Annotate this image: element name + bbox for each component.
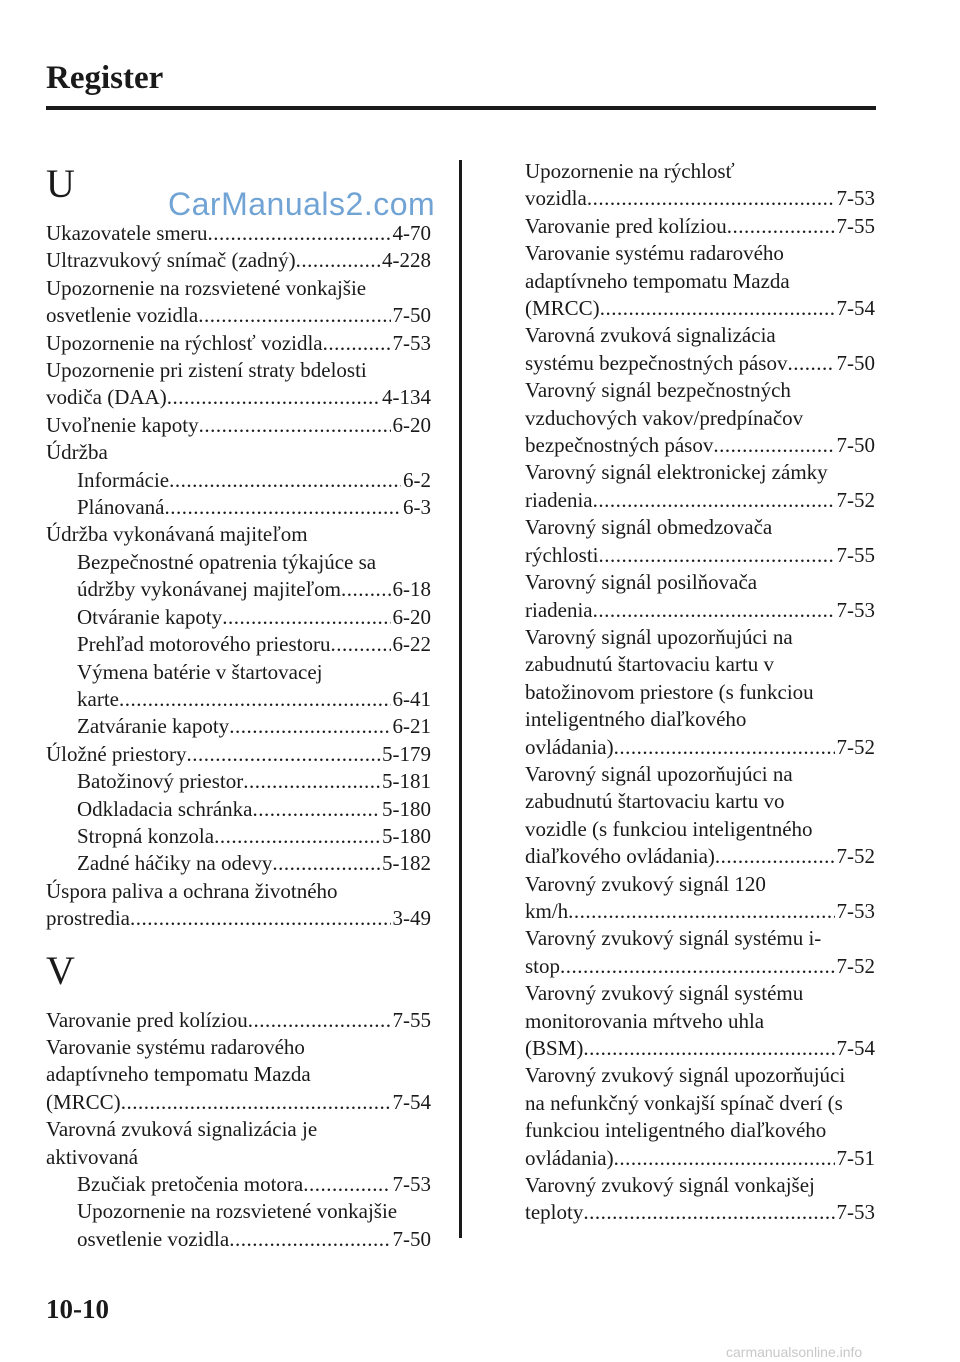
- entry-text: Varovný signál upozorňujúci na: [525, 624, 793, 649]
- dot-leader: [296, 247, 380, 274]
- index-entry: [46, 878, 431, 933]
- index-entry: [46, 247, 431, 274]
- entry-leader-line: [46, 220, 431, 247]
- entry-text: (BSM): [525, 1036, 584, 1060]
- page-reference: 7-51: [836, 1145, 875, 1170]
- index-subentry: [46, 850, 431, 877]
- dot-leader: [199, 412, 391, 439]
- entry-text: Varovný zvukový signál systému i-: [525, 926, 822, 951]
- entry-text: prostredia: [46, 906, 130, 931]
- dot-leader: [560, 953, 834, 980]
- entry-leader-line: [46, 302, 431, 329]
- entry-leader-line: [525, 734, 875, 761]
- entry-text: Výmena batérie v štartovacej: [77, 659, 323, 684]
- index-subentry: [46, 494, 431, 521]
- index-entry: [46, 741, 431, 768]
- index-entry: [46, 220, 431, 247]
- page-reference: 5-181: [382, 769, 431, 794]
- page-reference: 5-180: [382, 796, 431, 821]
- entry-text: Upozornenie na rozsvietené vonkajšie: [46, 275, 367, 300]
- entry-text: teploty: [525, 1200, 584, 1225]
- entry-leader-line: [525, 1035, 875, 1062]
- entry-text: Ultrazvukový snímač (zadný): [46, 248, 296, 273]
- entry-text: Varovný zvukový signál upozorňujúci: [525, 1063, 846, 1088]
- entry-text: Varovný zvukový signál 120: [525, 871, 766, 896]
- dot-leader: [214, 823, 380, 850]
- page-reference: 7-54: [836, 1036, 875, 1060]
- page-reference: 7-55: [392, 1007, 431, 1032]
- entry-text: Prehľad motorového priestoru: [77, 632, 331, 657]
- page-number: 10-10: [46, 1294, 109, 1324]
- dot-leader: [187, 741, 380, 768]
- dot-leader: [253, 796, 381, 823]
- index-subentry: [46, 631, 431, 658]
- index-subentry: [46, 659, 431, 714]
- entry-text: Varovný signál posilňovača: [525, 570, 758, 595]
- page-header-title: Register: [46, 60, 164, 96]
- entry-leader-line: [46, 247, 431, 274]
- dot-leader: [599, 542, 835, 569]
- page-reference: 7-52: [836, 487, 875, 512]
- entry-text: Úspora paliva a ochrana životného: [46, 878, 338, 903]
- entry-text: Upozornenie pri zistení straty bdelosti: [46, 358, 367, 383]
- entry-text: Varovný signál obmedzovača: [525, 515, 773, 540]
- dot-leader: [323, 330, 391, 357]
- page-reference: 6-18: [392, 577, 431, 602]
- dot-leader: [198, 302, 390, 329]
- index-entry: [525, 514, 875, 569]
- entry-text: Varovanie systému radarového: [46, 1034, 305, 1059]
- entry-text: vozidle (s funkciou inteligentného: [525, 816, 813, 841]
- entry-leader-line: [525, 542, 875, 569]
- entry-text: osvetlenie vozidla: [77, 1226, 230, 1251]
- entry-text: Batožinový priestor: [77, 769, 244, 794]
- dot-leader: [121, 1089, 391, 1116]
- page-reference: 7-52: [836, 953, 875, 978]
- dot-leader: [222, 604, 390, 631]
- page-reference: 6-41: [392, 686, 431, 711]
- page-reference: 6-20: [392, 412, 431, 437]
- entry-text: rýchlosti: [525, 542, 599, 567]
- entry-text: na nefunkčný vonkajší spínač dverí (s: [525, 1090, 843, 1115]
- entry-leader-line: [525, 953, 875, 980]
- entry-text: Údržba: [46, 440, 108, 465]
- section-letter: U: [46, 161, 75, 206]
- index-entry: [46, 412, 431, 439]
- page-reference: 6-22: [392, 632, 431, 657]
- dot-leader: [272, 850, 380, 877]
- dot-leader: [303, 1171, 390, 1198]
- entry-text: Uvoľnenie kapoty: [46, 412, 199, 437]
- page-reference: 3-49: [392, 906, 431, 931]
- entry-leader-line: [77, 576, 431, 603]
- entry-text: zabudnutú štartovaciu kartu v: [525, 652, 775, 677]
- dot-leader: [229, 713, 390, 740]
- entry-text: údržby vykonávanej majiteľom: [77, 577, 341, 602]
- entry-text: Informácie: [77, 467, 170, 492]
- entry-leader-line: [77, 713, 431, 740]
- entry-text: adaptívneho tempomatu Mazda: [46, 1062, 311, 1087]
- page-reference: 7-55: [836, 213, 875, 238]
- entry-text: Otváranie kapoty: [77, 604, 223, 629]
- entry-text: ovládania): [525, 734, 614, 759]
- index-entry: [525, 377, 875, 459]
- entry-text: karte: [77, 686, 119, 711]
- entry-text: Plánovaná: [77, 495, 165, 520]
- page-reference: 4-70: [392, 221, 431, 245]
- entry-text: Upozornenie na rýchlosť: [525, 159, 735, 183]
- index-subentry: [46, 549, 431, 604]
- entry-text: Varovný signál elektronickej zámky: [525, 460, 828, 485]
- index-entry: [525, 158, 875, 213]
- entry-text: vozidla: [525, 186, 587, 211]
- entry-leader-line: [525, 185, 875, 212]
- index-entry: [525, 569, 875, 624]
- dot-leader: [593, 487, 835, 514]
- dot-leader: [229, 1226, 390, 1253]
- entry-text: osvetlenie vozidla: [46, 303, 199, 328]
- index-subentry: [46, 604, 431, 631]
- entry-leader-line: [77, 1226, 431, 1253]
- entry-text: riadenia: [525, 487, 593, 512]
- entry-leader-line: [46, 1007, 431, 1034]
- entry-text: Varovný zvukový signál systému: [525, 981, 804, 1006]
- entry-text: diaľkového ovládania): [525, 844, 715, 869]
- index-entry: [525, 459, 875, 514]
- index-entry: [525, 871, 875, 926]
- page-reference: 5-182: [382, 851, 431, 876]
- index-subentry: [46, 713, 431, 740]
- entry-text: riadenia: [525, 597, 593, 622]
- entry-text: stop: [525, 953, 561, 978]
- entry-leader-line: [46, 741, 431, 768]
- page-reference: 7-53: [392, 330, 431, 355]
- entry-leader-line: [525, 843, 875, 870]
- page-reference: 4-228: [382, 248, 431, 273]
- entry-text: inteligentného diaľkového: [525, 707, 747, 732]
- entry-text: Varovná zvuková signalizácia: [525, 323, 776, 348]
- entry-leader-line: [77, 604, 431, 631]
- dot-leader: [568, 898, 834, 925]
- entry-text: Varovná zvuková signalizácia je: [46, 1117, 318, 1142]
- page-reference: 6-2: [403, 467, 431, 492]
- page-reference: 7-55: [836, 542, 875, 567]
- page-reference: 5-180: [382, 823, 431, 848]
- index-subentry: [46, 823, 431, 850]
- index-entry: [46, 330, 431, 357]
- entry-text: systému bezpečnostných pásov: [525, 350, 788, 375]
- entry-leader-line: [525, 597, 875, 624]
- page-reference: 7-50: [392, 303, 431, 328]
- dot-leader: [614, 734, 835, 761]
- page-reference: 7-53: [836, 898, 875, 923]
- footer-watermark: carmanualsonline.info: [726, 1344, 863, 1360]
- dot-leader: [727, 213, 835, 240]
- entry-text: (MRCC): [525, 296, 600, 321]
- page-reference: 7-53: [836, 186, 875, 211]
- entry-leader-line: [46, 384, 431, 411]
- page-reference: 7-50: [392, 1226, 431, 1251]
- entry-leader-line: [77, 823, 431, 850]
- index-entry: [525, 980, 875, 1062]
- entry-text: batožinovom priestore (s funkciou: [525, 679, 814, 704]
- entry-leader-line: [525, 1145, 875, 1172]
- index-entry: [46, 439, 431, 466]
- index-subentry: [46, 796, 431, 823]
- index-entry: [525, 213, 875, 240]
- dot-leader: [583, 1199, 834, 1226]
- entry-text: Zadné háčiky na odevy: [77, 851, 273, 876]
- entry-text: Varovanie systému radarového: [525, 241, 784, 266]
- entry-text: Bzučiak pretočenia motora: [77, 1172, 304, 1196]
- page-reference: 7-53: [392, 1172, 431, 1196]
- index-entry: [46, 1034, 431, 1116]
- entry-text: (MRCC): [46, 1089, 121, 1114]
- dot-leader: [715, 843, 835, 870]
- entry-text: Stropná konzola: [77, 823, 215, 848]
- page-reference: 7-50: [836, 433, 875, 458]
- watermark-logo: CarManuals2.com: [168, 186, 436, 222]
- index-subentry: [46, 1171, 431, 1198]
- entry-text: Varovný zvukový signál vonkajšej: [525, 1173, 815, 1198]
- index-entry: [525, 925, 875, 980]
- entry-text: Bezpečnostné opatrenia týkajúce sa: [77, 549, 377, 574]
- entry-text: funkciou inteligentného diaľkového: [525, 1118, 827, 1143]
- entry-leader-line: [46, 905, 431, 932]
- entry-leader-line: [77, 768, 431, 795]
- dot-leader: [243, 768, 380, 795]
- entry-leader-line: [525, 350, 875, 377]
- entry-leader-line: [525, 295, 875, 322]
- index-entry: [46, 1116, 431, 1171]
- entry-leader-line: [46, 330, 431, 357]
- index-entry: [525, 1062, 875, 1172]
- index-subentry: [46, 1198, 431, 1253]
- entry-leader-line: [77, 686, 431, 713]
- index-entry: [46, 275, 431, 330]
- dot-leader: [248, 1007, 391, 1034]
- entry-text: Zatváranie kapoty: [77, 714, 230, 739]
- index-column-left: [46, 158, 431, 1253]
- entry-text: ovládania): [525, 1145, 614, 1170]
- page-reference: 7-54: [836, 296, 875, 321]
- entry-leader-line: [77, 467, 431, 494]
- index-subentry: [46, 467, 431, 494]
- entry-leader-line: [46, 1089, 431, 1116]
- page-reference: 7-53: [836, 597, 875, 622]
- entry-text: Úložné priestory: [46, 741, 187, 766]
- dot-leader: [208, 220, 391, 247]
- entry-text: Údržba vykonávaná majiteľom: [46, 522, 308, 547]
- page-reference: 7-54: [392, 1089, 431, 1114]
- entry-leader-line: [525, 213, 875, 240]
- entry-leader-line: [46, 412, 431, 439]
- page-reference: 7-50: [836, 350, 875, 375]
- dot-leader: [330, 631, 390, 658]
- entry-text: Upozornenie na rýchlosť vozidla: [46, 330, 323, 355]
- entry-text: zabudnutú štartovaciu kartu vo: [525, 789, 785, 814]
- entry-text: Upozornenie na rozsvietené vonkajšie: [77, 1199, 398, 1224]
- page-reference: 6-20: [392, 604, 431, 629]
- entry-leader-line: [525, 432, 875, 459]
- index-entry: [525, 624, 875, 761]
- dot-leader: [130, 905, 391, 932]
- entry-text: monitorovania mŕtveho uhla: [525, 1008, 765, 1033]
- index-entry: [525, 761, 875, 871]
- dot-leader: [787, 350, 834, 377]
- entry-leader-line: [525, 898, 875, 925]
- dot-leader: [587, 185, 835, 212]
- entry-text: Varovanie pred kolíziou: [525, 213, 727, 238]
- entry-leader-line: [77, 850, 431, 877]
- entry-leader-line: [77, 796, 431, 823]
- entry-text: bezpečnostných pásov: [525, 433, 714, 458]
- entry-text: Ukazovatele smeru: [46, 221, 208, 245]
- index-entry: [525, 1172, 875, 1227]
- entry-leader-line: [77, 631, 431, 658]
- dot-leader: [167, 384, 380, 411]
- dot-leader: [119, 686, 391, 713]
- index-entry: [46, 521, 431, 548]
- entry-text: vzduchových vakov/predpínačov: [525, 405, 804, 430]
- index-entry: [46, 357, 431, 412]
- dot-leader: [600, 295, 835, 322]
- page-reference: 5-179: [382, 741, 431, 766]
- page-reference: 7-52: [836, 734, 875, 759]
- entry-text: Varovný signál bezpečnostných: [525, 378, 791, 403]
- dot-leader: [169, 467, 401, 494]
- header-rule: [46, 106, 876, 110]
- page-reference: 6-3: [403, 495, 431, 520]
- page-reference: 6-21: [392, 714, 431, 739]
- entry-leader-line: [77, 494, 431, 521]
- entry-leader-line: [77, 1171, 431, 1198]
- index-entry: [46, 1007, 431, 1034]
- section-letter: V: [46, 947, 75, 993]
- entry-text: Varovanie pred kolíziou: [46, 1007, 248, 1032]
- entry-text: Varovný signál upozorňujúci na: [525, 761, 793, 786]
- entry-leader-line: [525, 1199, 875, 1226]
- index-subentry: [46, 768, 431, 795]
- index-entry: [525, 240, 875, 322]
- entry-text: vodiča (DAA): [46, 385, 167, 410]
- dot-leader: [164, 494, 401, 521]
- dot-leader: [583, 1035, 834, 1062]
- dot-leader: [614, 1145, 835, 1172]
- page-reference: 7-53: [836, 1200, 875, 1225]
- entry-text: adaptívneho tempomatu Mazda: [525, 268, 790, 293]
- entry-leader-line: [525, 487, 875, 514]
- entry-text: km/h: [525, 898, 569, 923]
- entry-text: Odkladacia schránka: [77, 796, 253, 821]
- entry-text: aktivovaná: [46, 1144, 139, 1169]
- index-entry: [525, 322, 875, 377]
- dot-leader: [593, 597, 835, 624]
- index-column-right: [525, 158, 875, 1227]
- page-reference: 4-134: [382, 385, 431, 410]
- dot-leader: [341, 576, 391, 603]
- dot-leader: [713, 432, 834, 459]
- page-reference: 7-52: [836, 844, 875, 869]
- column-divider: [459, 160, 462, 1238]
